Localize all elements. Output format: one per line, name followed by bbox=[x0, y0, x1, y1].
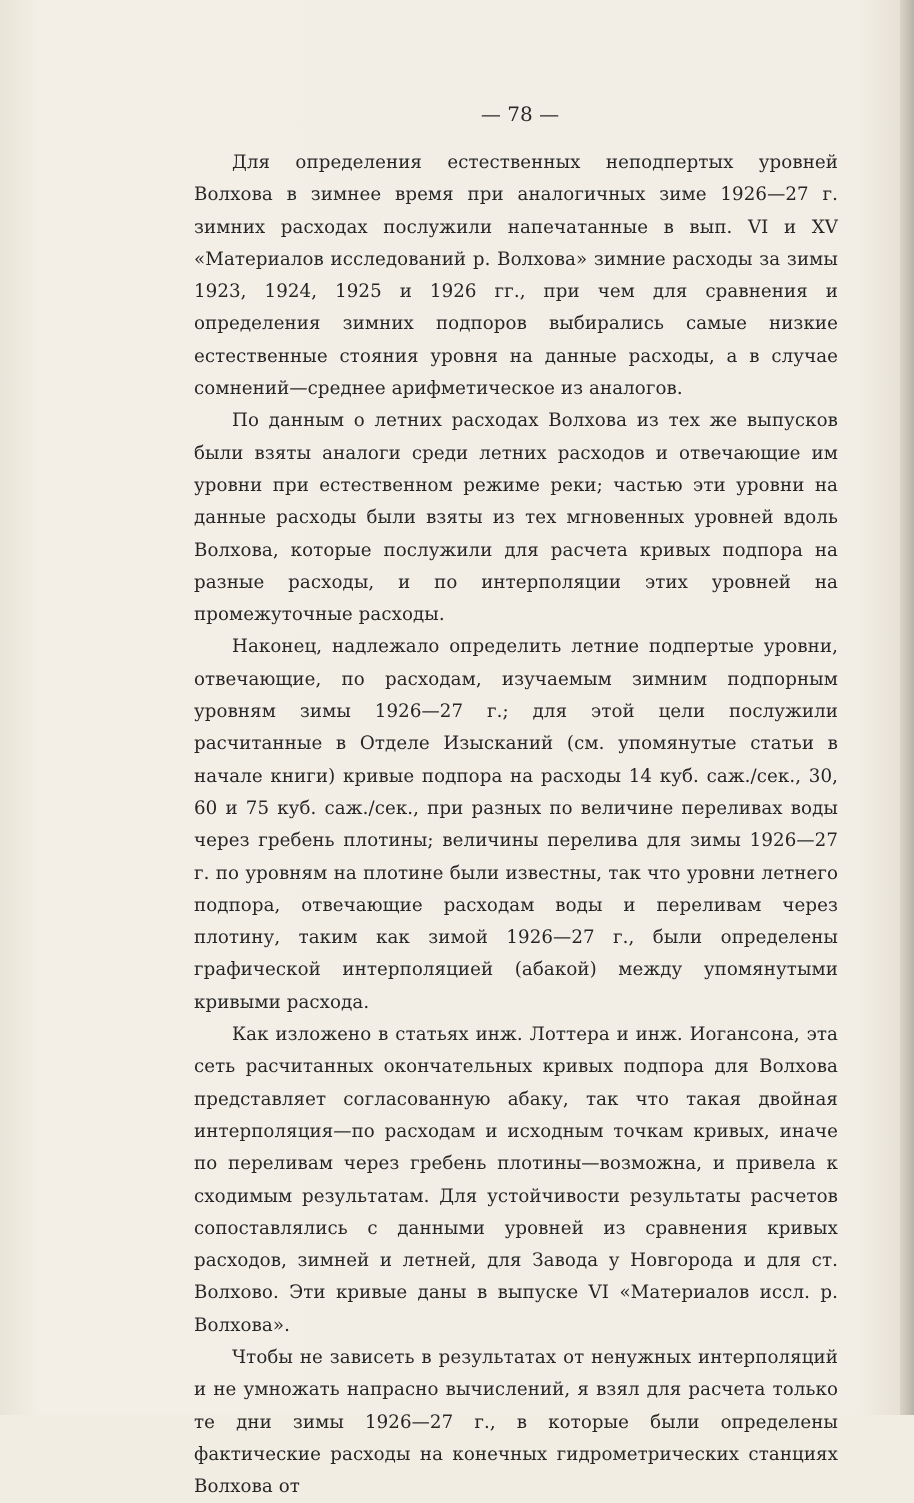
paragraph-1: Для определения естественных неподпертых уровней Волхова в зимнее время при аналогичных зиме 1926—27 г. зимних расходах послужили напечатанные в вып. VI и XV «Материалов исследований р. Волхова» зимние расходы за зимы 1923, 1924, 1925 и 1926 гг., при чем для сравнения и определения зимних подпоров выбирались самые низкие естественные стояния уровня на данные расходы, а в случае сомнений—среднее арифметическое из аналогов. bbox=[194, 152, 838, 400]
page-number: — 78 — bbox=[480, 102, 560, 126]
page-edge-shadow bbox=[900, 0, 914, 1415]
paragraph-4: Как изложено в статьях инж. Лоттера и инж. Иогансона, эта сеть расчитанных окончательных кривых подпора для Волхова представляет согласованную абаку, так что такая двойная интерполяция—по расходам и исходным точкам кривых, иначе по переливам через гребень плотины—возможна, и привела к сходимым результатам. Для устойчивости результаты расчетов сопоставлялись с данными уровней из сравнения кривых расходов, зимней и летней, для Завода у Новгорода и для ст. Волхово. Эти кривые даны в выпуске VI «Материалов иссл. р. Волхова». bbox=[194, 1024, 838, 1336]
paragraph-3: Наконец, надлежало определить летние подпертые уровни, отвечающие, по расходам, изучаемым зимним подпорным уровням зимы 1926—27 г.; для этой цели послужили расчитанные в Отделе Изысканий (см. упомянутые статьи в начале книги) кривые подпора на расходы 14 куб. саж./сек., 30, 60 и 75 куб. саж./сек., при разных по величине переливах воды через гребень плотины; величины перелива для зимы 1926—27 г. по уровням на плотине были известны, так что уровни летнего подпора, отвечающие расходам воды и переливам через плотину, таким как зимой 1926—27 г., были определены графической интерполяцией (абакой) между упомянутыми кривыми расхода. bbox=[194, 636, 838, 1013]
paragraph-2: По данным о летних расходах Волхова из тех же выпусков были взяты аналоги среди летних расходов и отвечающие им уровни при естественном режиме реки; частью эти уровни на данные расходы были взяты из тех мгновенных уровней вдоль Волхова, которые послужили для расчета кривых подпора на разные расходы, и по интерполяции этих уровней на промежуточные расходы. bbox=[194, 410, 838, 626]
body-text bbox=[194, 147, 838, 1503]
paragraph-5: Чтобы не зависеть в результатах от ненужных интерполяций и не умножать напрасно вычислений, я взял для расчета только те дни зимы 1926—27 г., в которые были определены фактические расходы на конечных гидрометрических станциях Волхова от bbox=[194, 1346, 838, 1498]
